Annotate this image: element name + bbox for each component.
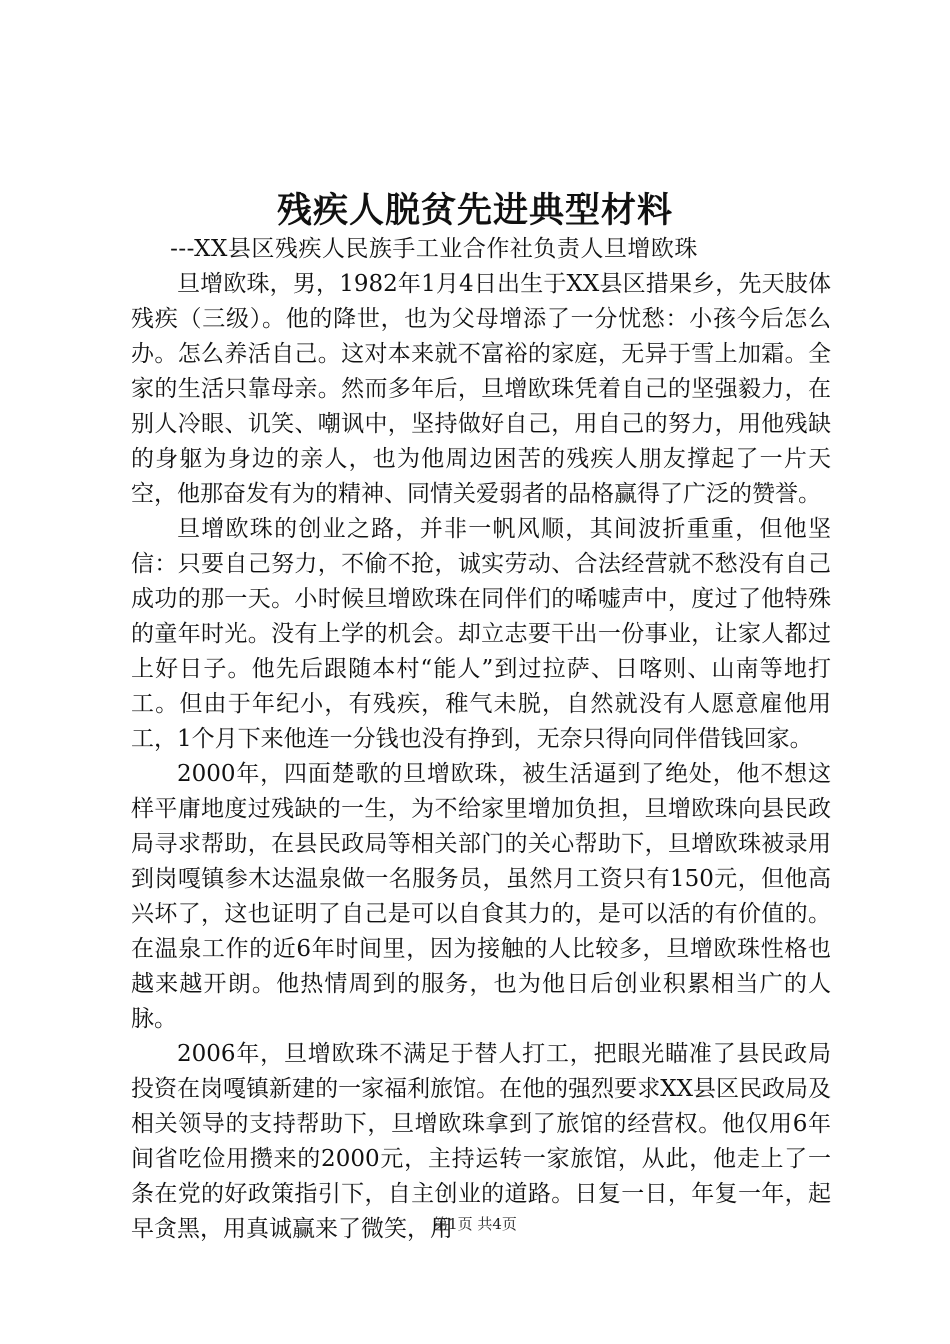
paragraph-3: 2000年，四面楚歌的旦增欧珠，被生活逼到了绝处，他不想这样平庸地度过残缺的一生，为不给家里增加负担，旦增欧珠向县民政局寻求帮助，在县民政局等相关部门的关心帮助下，旦增欧珠被录用到岗嘎镇参木达温泉做一名服务员，虽然月工资只有150元，但他高兴坏了，这也证明了自己是可以自食其力的，是可以活的有价值的。在温泉工作的近6年时间里，因为接触的人比较多，旦增欧珠性格也越来越开朗。他热情周到的服务，也为他日后创业积累相当广的人脉。 [131,761,831,1032]
page-number-footer: 第1页 共4页 [433,1215,517,1233]
paragraph-1: 旦增欧珠，男，1982年1月4日出生于XX县区措果乡，先天肢体残疾（三级）。他的降世，也为父母增添了一分忧愁：小孩今后怎么办。怎么养活自己。这对本来就不富裕的家庭，无异于雪上加霜。全家的生活只靠母亲。然而多年后，旦增欧珠凭着自己的坚强毅力，在别人冷眼、讥笑、嘲讽中，坚持做好自己，用自己的努力，用他残缺的身躯为身边的亲人，也为他周边困苦的残疾人朋友撑起了一片天空，他那奋发有为的精神、同情关爱弱者的品格赢得了广泛的赞誉。 [131,271,831,507]
document-title: 残疾人脱贫先进典型材料 [276,190,673,231]
document-body [131,232,831,1247]
paragraph-2: 旦增欧珠的创业之路，并非一帆风顺，其间波折重重，但他坚信：只要自己努力，不偷不抢，诚实劳动、合法经营就不愁没有自己成功的那一天。小时候旦增欧珠在同伴们的唏嘘声中，度过了他特殊的童年时光。没有上学的机会。却立志要干出一份事业，让家人都过上好日子。他先后跟随本村“能人”到过拉萨、日喀则、山南等地打工。但由于年纪小，有残疾，稚气未脱，自然就没有人愿意雇他用工，1个月下来他连一分钱也没有挣到，无奈只得向同伴借钱回家。 [131,516,831,752]
paragraph-4: 2006年，旦增欧珠不满足于替人打工，把眼光瞄准了县民政局投资在岗嘎镇新建的一家福利旅馆。在他的强烈要求XX县区民政局及相关领导的支持帮助下，旦增欧珠拿到了旅馆的经营权。他仅用6年间省吃俭用攒来的2000元，主持运转一家旅馆，从此，他走上了一条在党的好政策指引下，自主创业的道路。日复一日，年复一年，起早贪黑，用真诚赢来了微笑，用 [131,1041,831,1242]
document-subtitle: ---XX县区残疾人民族手工业合作社负责人旦增欧珠 [170,236,698,262]
